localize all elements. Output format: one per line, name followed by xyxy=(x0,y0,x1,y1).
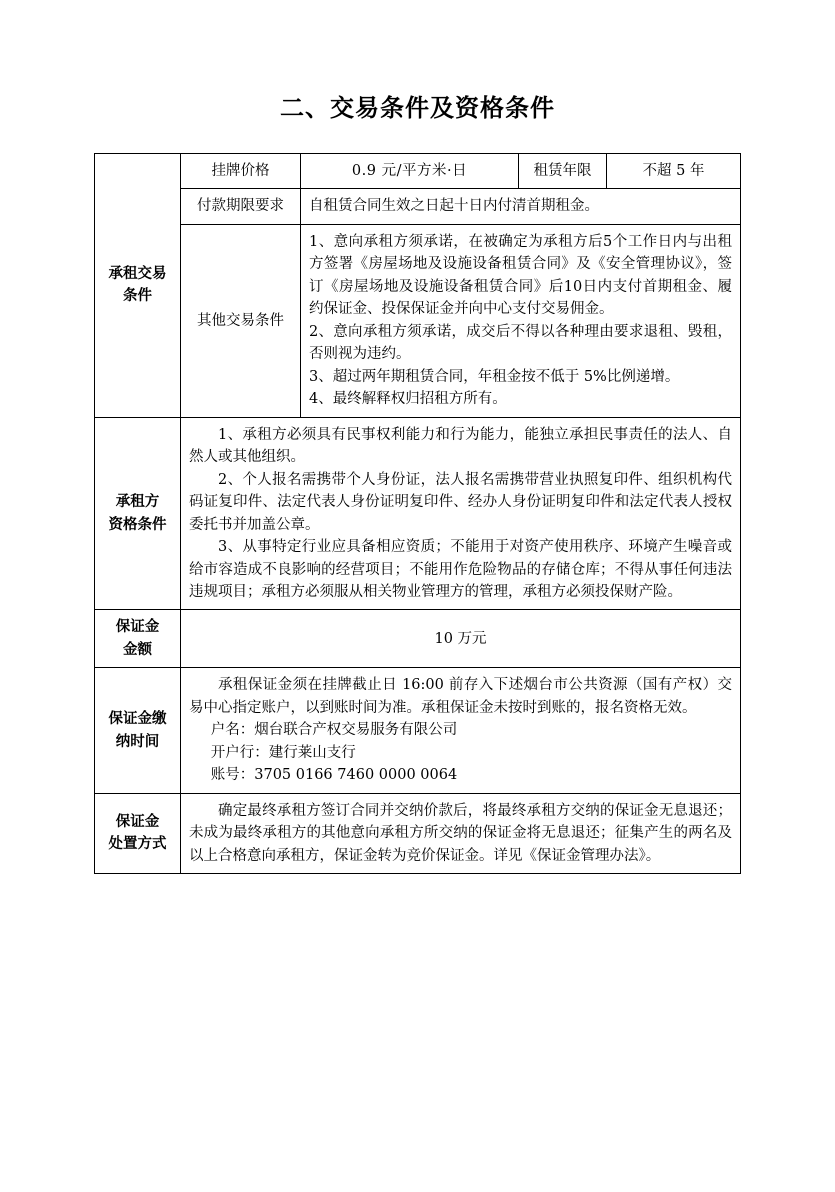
table-row xyxy=(95,224,741,417)
deposit-time-paragraph: 承租保证金须在挂牌截止日 16:00 前存入下述烟台市公共资源（国有产权）交易中心指定账户，以到账时间为准。承租保证金未按时到账的，报名资格无效。 xyxy=(189,677,732,716)
section-label-qualification: 承租方 资格条件 xyxy=(95,417,181,610)
deposit-account-name: 户名：烟台联合产权交易服务有限公司 xyxy=(210,722,458,739)
lease-term-label: 租赁年限 xyxy=(519,154,607,189)
other-condition-item: 1、意向承租方须承诺，在被确定为承租方后5个工作日内与出租方签署《房屋场地及设施设备租赁合同》及《安全管理协议》，签订《房屋场地及设施设备租赁合同》后10日内支付首期租金、履约保证金、投保保证金并向中心支付交易佣金。 xyxy=(309,233,732,318)
payment-deadline-value: 自租赁合同生效之日起十日内付清首期租金。 xyxy=(301,189,741,224)
page-title: 二、交易条件及资格条件 xyxy=(280,93,555,122)
table-row xyxy=(95,668,741,793)
price-value: 0.9 元/平方米·日 xyxy=(301,154,519,189)
qualification-value xyxy=(181,417,741,610)
deposit-time-label: 保证金缴 纳时间 xyxy=(95,668,181,793)
price-label: 挂牌价格 xyxy=(181,154,301,189)
table-row xyxy=(95,189,741,224)
table-row xyxy=(95,610,741,668)
qualification-item: 1、承租方必须具有民事权利能力和行为能力，能独立承担民事责任的法人、自然人或其他组织。 xyxy=(189,426,732,466)
other-conditions-value xyxy=(301,224,741,417)
other-conditions-label: 其他交易条件 xyxy=(181,224,301,417)
conditions-table xyxy=(94,153,741,874)
payment-deadline-label: 付款期限要求 xyxy=(181,189,301,224)
table-row xyxy=(95,154,741,189)
table-row xyxy=(95,417,741,610)
section-label-trading-conditions: 承租交易条件 xyxy=(95,154,181,418)
deposit-bank: 开户行：建行莱山支行 xyxy=(210,744,356,761)
table-row xyxy=(95,793,741,873)
lease-term-value: 不超 5 年 xyxy=(607,154,741,189)
other-condition-item: 4、最终解释权归招租方所有。 xyxy=(309,391,507,408)
deposit-account-number: 账号：3705 0166 7460 0000 0064 xyxy=(210,767,458,784)
deposit-amount-value: 10 万元 xyxy=(181,610,741,668)
qualification-item: 3、从事特定行业应具备相应资质；不能用于对资产使用秩序、环境产生噪音或给市容造成不良影响的经营项目；不能用作危险物品的存储仓库；不得从事任何违法违规项目；承租方必须服从相关物业管理方的管理，承租方必须投保财产险。 xyxy=(189,539,732,600)
deposit-time-value xyxy=(181,668,741,793)
deposit-handling-label: 保证金 处置方式 xyxy=(95,793,181,873)
other-condition-item: 2、意向承租方须承诺，成交后不得以各种理由要求退租、毁租，否则视为违约。 xyxy=(309,323,732,363)
other-condition-item: 3、超过两年期租赁合同，年租金按不低于 5%比例递增。 xyxy=(309,368,680,385)
deposit-amount-label: 保证金 金额 xyxy=(95,610,181,668)
qualification-item: 2、个人报名需携带个人身份证，法人报名需携带营业执照复印件、组织机构代码证复印件、法定代表人身份证明复印件、经办人身份证明复印件和法定代表人授权委托书并加盖公章。 xyxy=(189,471,732,533)
deposit-handling-value xyxy=(181,793,741,873)
document-page xyxy=(0,88,835,1192)
deposit-handling-paragraph: 确定最终承租方签订合同并交纳价款后，将最终承租方交纳的保证金无息退还；未成为最终承租方的其他意向承租方所交纳的保证金将无息退还；征集产生的两名及以上合格意向承租方，保证金转为竞价保证金。详见《保证金管理办法》。 xyxy=(189,802,732,864)
